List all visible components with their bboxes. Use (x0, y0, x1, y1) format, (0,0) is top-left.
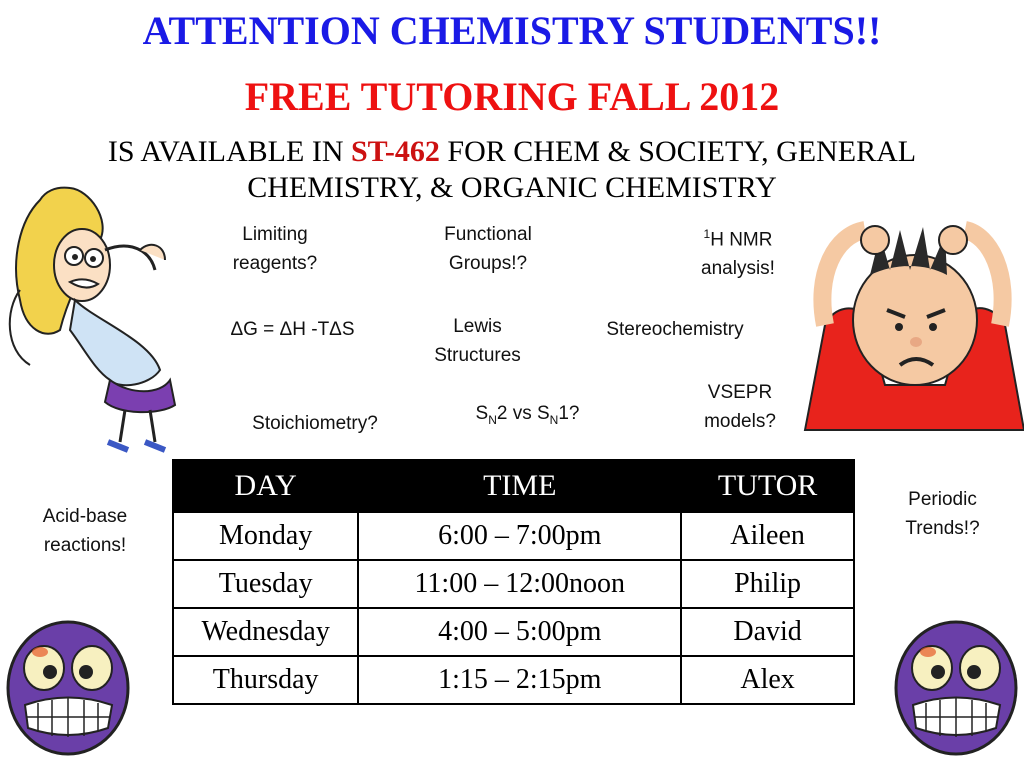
topic-text: Periodic (908, 489, 977, 510)
column-header-time: TIME (358, 460, 681, 512)
availability-suffix: FOR CHEM & SOCIETY, GENERAL (439, 135, 917, 168)
topic-text: VSEPR (707, 382, 773, 403)
scared-face-emoji-right-icon (888, 610, 1024, 760)
cell-tutor: Aileen (681, 512, 854, 560)
topic-text: Functional (444, 224, 532, 245)
page-subtitle: FREE TUTORING FALL 2012 (244, 74, 780, 119)
topic-text: Structures (434, 345, 521, 366)
cell-time: 11:00 – 12:00noon (358, 560, 681, 608)
topic-functional-groups (413, 220, 563, 278)
cell-day: Thursday (173, 656, 358, 704)
topic-limiting-reagents (205, 220, 345, 278)
cell-time: 4:00 – 5:00pm (358, 608, 681, 656)
tutoring-schedule-table (172, 459, 855, 705)
cell-tutor: David (681, 608, 854, 656)
cell-day: Wednesday (173, 608, 358, 656)
cell-day: Monday (173, 512, 358, 560)
table-header-row (173, 460, 854, 512)
page-title: ATTENTION CHEMISTRY STUDENTS!! (142, 8, 882, 53)
table-row (173, 656, 854, 704)
table-row (173, 560, 854, 608)
topic-periodic-trends (875, 485, 1010, 543)
topic-text: 2 vs S (496, 403, 550, 424)
cell-day: Tuesday (173, 560, 358, 608)
cell-time: 6:00 – 7:00pm (358, 512, 681, 560)
frustrated-boy-cartoon-icon (795, 215, 1024, 445)
availability-line2: CHEMISTRY, & ORGANIC CHEMISTRY (247, 171, 777, 204)
topic-text: S (475, 403, 489, 424)
room-number: ST-462 (350, 135, 440, 168)
topic-text: Lewis (453, 316, 502, 337)
topic-text: H NMR (710, 229, 773, 251)
topic-superscript: 1 (703, 227, 711, 241)
topic-text: analysis! (701, 258, 775, 280)
topic-stereochemistry: Stereochemistry (606, 319, 744, 340)
topic-nmr-analysis (668, 220, 808, 283)
topic-text: reagents? (232, 253, 318, 274)
topic-text: reactions! (43, 535, 127, 556)
topic-subscript: N (488, 412, 497, 427)
availability-prefix: IS AVAILABLE IN (107, 135, 351, 168)
scared-face-emoji-left-icon (0, 610, 135, 760)
cell-tutor: Alex (681, 656, 854, 704)
topic-text: Limiting (242, 224, 308, 245)
cell-time: 1:15 – 2:15pm (358, 656, 681, 704)
cell-tutor: Philip (681, 560, 854, 608)
topic-text: 1? (558, 403, 580, 424)
topic-text: Groups!? (448, 253, 528, 274)
topic-text: models? (704, 411, 776, 432)
topic-lewis-structures (405, 312, 550, 370)
topic-text: Acid-base (42, 506, 128, 527)
column-header-tutor: TUTOR (681, 460, 854, 512)
topic-text: Trends!? (905, 518, 980, 539)
topic-acid-base (15, 502, 155, 560)
column-header-day: DAY (173, 460, 358, 512)
topic-sn2-vs-sn1 (440, 399, 615, 435)
stressed-woman-cartoon-icon (0, 180, 200, 460)
topic-subscript: N (549, 412, 559, 427)
topic-gibbs-equation: ΔG = ΔH -TΔS (230, 319, 355, 340)
topic-stoichiometry: Stoichiometry? (252, 413, 378, 434)
topic-vsepr-models (675, 378, 805, 436)
table-row (173, 512, 854, 560)
table-row (173, 608, 854, 656)
